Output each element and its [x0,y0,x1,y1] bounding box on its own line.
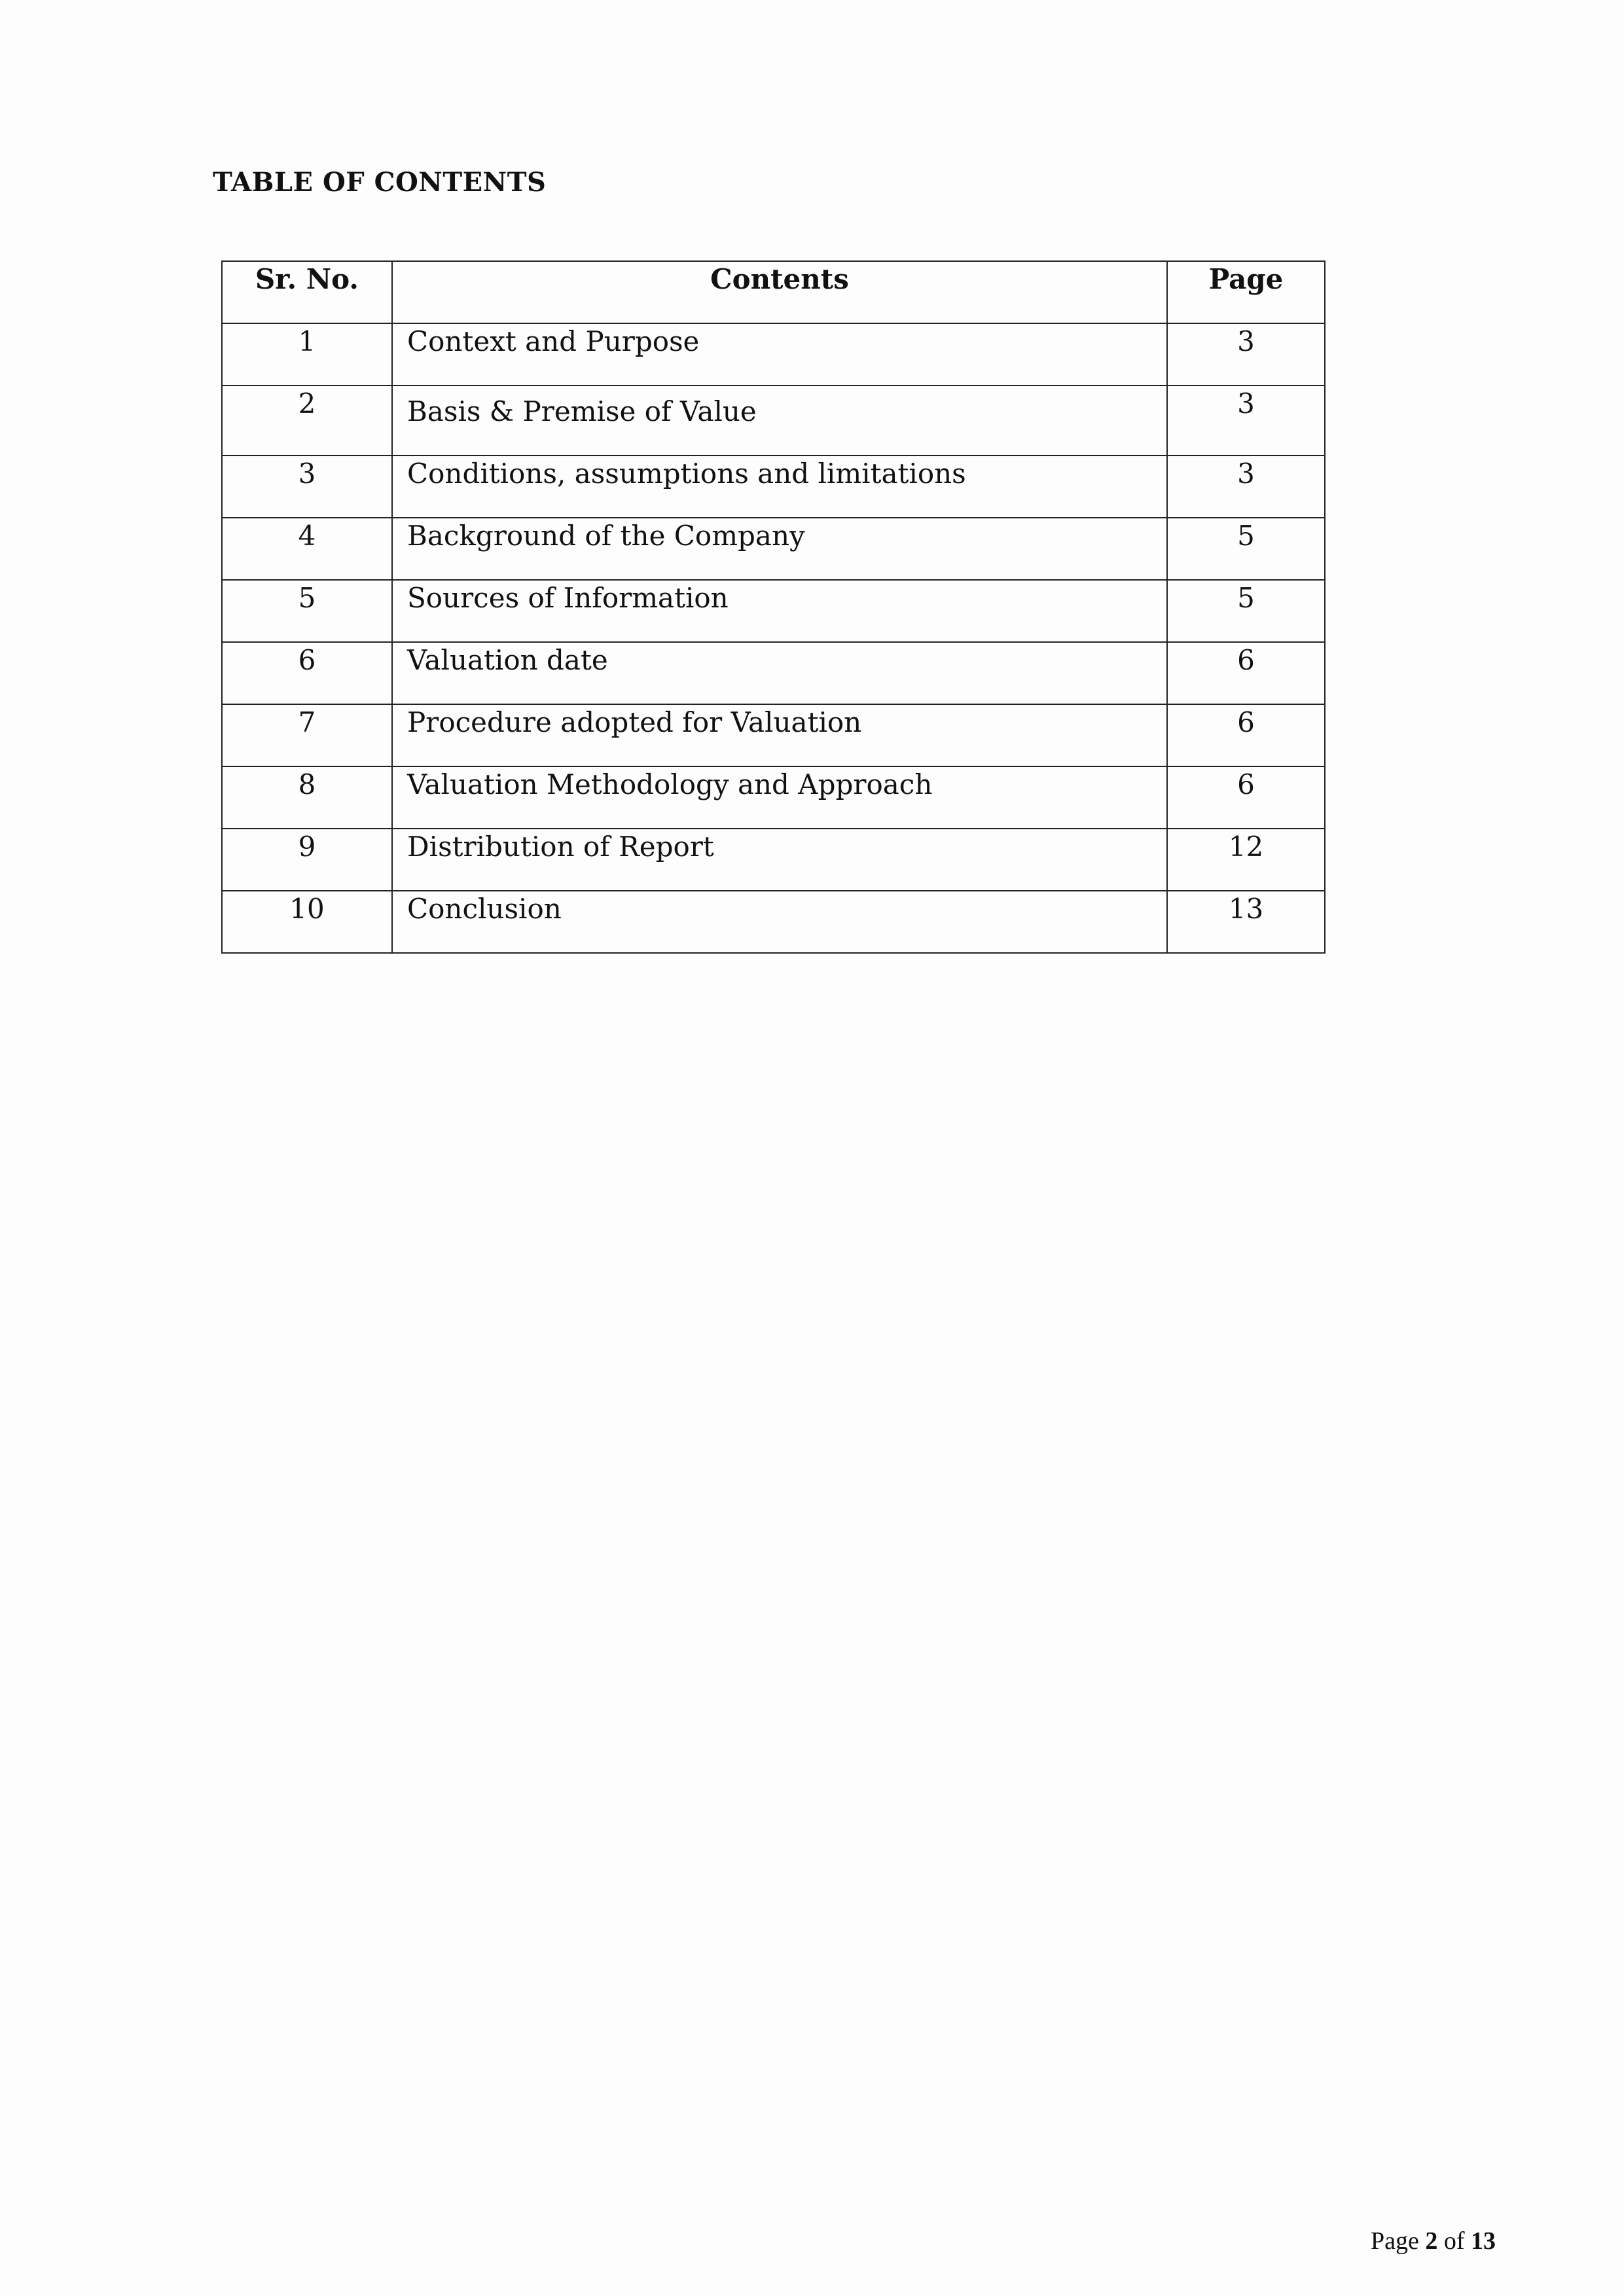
row-sr-no: 3 [222,456,392,518]
table-row [222,642,1325,704]
row-page: 12 [1167,829,1325,891]
row-sr-no: 7 [222,704,392,766]
row-page: 13 [1167,891,1325,953]
row-title: Valuation Methodology and Approach [392,766,1167,829]
footer-total-pages: 13 [1471,2227,1496,2255]
row-page: 6 [1167,704,1325,766]
row-sr-no: 2 [222,386,392,456]
row-title: Background of the Company [392,518,1167,580]
footer-of-label: of [1443,2227,1465,2255]
header-contents: Contents [392,261,1167,323]
row-title: Distribution of Report [392,829,1167,891]
table-row [222,386,1325,456]
table-row [222,766,1325,829]
page-title: TABLE OF CONTENTS [213,167,547,198]
row-page: 3 [1167,386,1325,456]
row-sr-no: 10 [222,891,392,953]
row-page: 5 [1167,580,1325,642]
row-sr-no: 4 [222,518,392,580]
table-row [222,456,1325,518]
row-sr-no: 9 [222,829,392,891]
row-title: Conditions, assumptions and limitations [392,456,1167,518]
row-title: Conclusion [392,891,1167,953]
row-page: 3 [1167,323,1325,386]
row-page: 3 [1167,456,1325,518]
table-of-contents [221,260,1326,954]
header-sr-no: Sr. No. [222,261,392,323]
row-title: Sources of Information [392,580,1167,642]
header-page: Page [1167,261,1325,323]
table-row [222,829,1325,891]
page-number-footer [1371,2227,1496,2255]
row-sr-no: 5 [222,580,392,642]
row-sr-no: 1 [222,323,392,386]
row-page: 6 [1167,642,1325,704]
table-row [222,323,1325,386]
row-sr-no: 6 [222,642,392,704]
row-page: 5 [1167,518,1325,580]
row-title: Basis & Premise of Value [392,386,1167,456]
row-page: 6 [1167,766,1325,829]
footer-page-label: Page [1371,2227,1419,2255]
table-row [222,704,1325,766]
table-row [222,518,1325,580]
row-sr-no: 8 [222,766,392,829]
row-title: Context and Purpose [392,323,1167,386]
table-header-row [222,261,1325,323]
table-row [222,891,1325,953]
footer-current-page: 2 [1425,2227,1438,2255]
table-row [222,580,1325,642]
row-title: Procedure adopted for Valuation [392,704,1167,766]
row-title: Valuation date [392,642,1167,704]
